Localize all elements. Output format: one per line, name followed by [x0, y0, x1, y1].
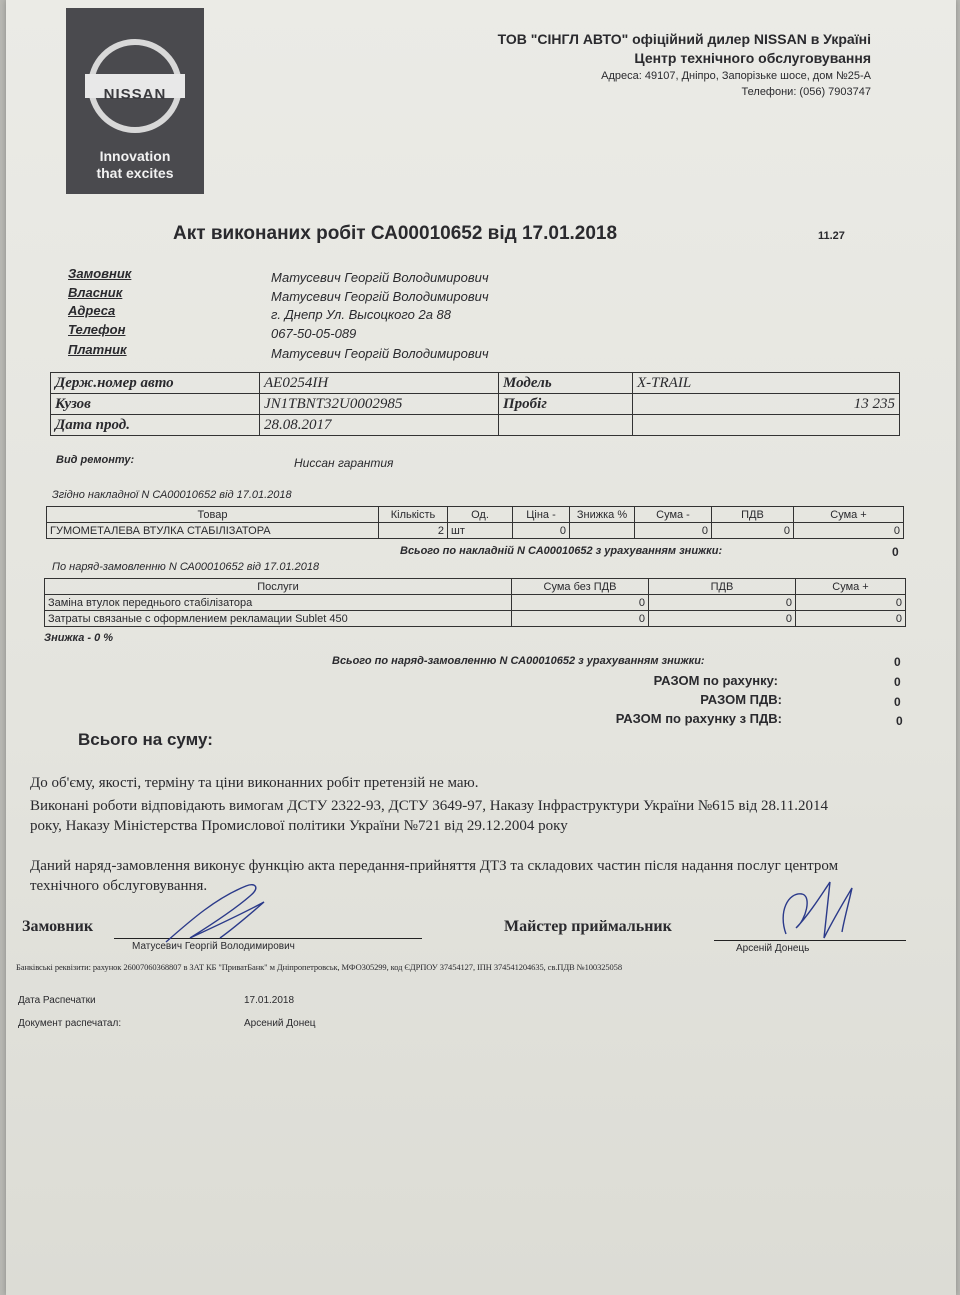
invoice-table: [46, 506, 904, 539]
cell-total: 0: [794, 523, 904, 539]
plate-value: AE0254IH: [260, 373, 499, 394]
col-header: Сума -: [635, 507, 712, 523]
col-header: Сума +: [796, 579, 906, 595]
customer-value: Матусевич Георгій Володимирович: [271, 270, 489, 285]
col-header: ПДВ: [649, 579, 796, 595]
invoice-total-label: Всього по накладній N СА00010652 з урахуванням знижки:: [400, 545, 723, 557]
cell-sum: 0: [635, 523, 712, 539]
cell-unit: шт: [448, 523, 513, 539]
cell-price: 0: [513, 523, 570, 539]
cell-service: Заміна втулок переднього стабілізатора: [45, 595, 512, 611]
statement-line-3: Даний наряд-замовлення виконує функцію акта передання-прийняття ДТЗ та складових частин після надання послуг центром технічного обслуговування.: [30, 858, 839, 894]
summary-value: 0: [894, 675, 901, 689]
sale-date-value: 28.08.2017: [260, 415, 499, 436]
customer-sign-name: Матусевич Георгій Володимирович: [132, 941, 295, 952]
statement-line-1: До об'єму, якості, терміну та ціни виконанних робіт претензій не маю.: [30, 775, 479, 791]
model-label: Модель: [499, 373, 633, 394]
address-value: г. Днепр Ул. Высоцкого 2а 88: [271, 307, 451, 322]
phone-value: 067-50-05-089: [271, 326, 357, 341]
cell-vat: 0: [649, 611, 796, 627]
table-row: [45, 611, 906, 627]
print-date-value: 17.01.2018: [244, 995, 295, 1006]
dealer-header: [498, 30, 871, 100]
cell-item: ГУМОМЕТАЛЕВА ВТУЛКА СТАБІЛІЗАТОРА: [47, 523, 379, 539]
total-sum-label: Всього на суму:: [78, 730, 213, 749]
dealer-center: Центр технічного обслуговування: [634, 50, 871, 66]
sale-date-label: Дата прод.: [51, 415, 260, 436]
vin-value: JN1TBNT32U0002985: [260, 394, 499, 415]
master-sign-name: Арсеній Донець: [736, 943, 810, 954]
document-sheet: [6, 0, 956, 1295]
col-header: Кількість: [379, 507, 448, 523]
col-header: ПДВ: [712, 507, 794, 523]
print-date-label: Дата Распечатки: [18, 995, 96, 1006]
owner-value: Матусевич Георгій Володимирович: [271, 289, 489, 304]
order-table: [44, 578, 906, 627]
col-header: Сума +: [794, 507, 904, 523]
statement-line-2: Виконані роботи відповідають вимогам ДСТУ 2322-93, ДСТУ 3649-97, Наказу Інфраструктури України №615 від 28.11.2014 року, Наказу Міністерства Промислової політики України №721 від 29.12.2004 року: [30, 798, 828, 834]
cell-vat: 0: [712, 523, 794, 539]
summary-label: РАЗОМ по рахунку:: [653, 673, 778, 688]
table-row: [45, 595, 906, 611]
repair-type-label: Вид ремонту:: [56, 454, 135, 466]
repair-type-value: Ниссан гарантия: [294, 456, 394, 470]
owner-label: Власник: [68, 285, 123, 300]
col-header: Сума без ПДВ: [512, 579, 649, 595]
invoice-caption: Згідно накладної N СА00010652 від 17.01.2018: [52, 489, 292, 501]
logo-brand: NISSAN: [103, 86, 167, 103]
mileage-value: 13 235: [633, 394, 900, 415]
customer-label: Замовник: [68, 266, 132, 281]
col-header: Послуги: [45, 579, 512, 595]
col-header: Товар: [47, 507, 379, 523]
phone-label: Телефон: [68, 322, 126, 337]
summary-value: 0: [894, 695, 901, 709]
cell-sum: 0: [512, 595, 649, 611]
payer-value: Матусевич Георгій Володимирович: [271, 346, 489, 361]
col-header: Ціна -: [513, 507, 570, 523]
order-total-value: 0: [894, 655, 901, 669]
mileage-label: Пробіг: [499, 394, 633, 415]
body-label: Кузов: [51, 394, 260, 415]
empty-cell: [499, 415, 633, 436]
dealer-name: ТОВ "СІНГЛ АВТО" офіційний дилер NISSAN в Україні: [497, 31, 871, 47]
printed-by-value: Арсений Донец: [244, 1018, 316, 1029]
table-header: [45, 579, 906, 595]
nissan-logo: [66, 8, 204, 194]
invoice-total-value: 0: [892, 545, 899, 559]
model-value: X-TRAIL: [633, 373, 900, 394]
summary-label: РАЗОМ по рахунку з ПДВ:: [615, 711, 782, 726]
summary-label: РАЗОМ ПДВ:: [700, 692, 782, 707]
customer-sign-label: Замовник: [22, 918, 94, 935]
act-code: 11.27: [818, 230, 845, 242]
col-header: Знижка %: [570, 507, 635, 523]
address-label: Адреса: [68, 303, 116, 318]
empty-cell: [633, 415, 900, 436]
cell-discount: [570, 523, 635, 539]
cell-qty: 2: [379, 523, 448, 539]
customer-signature-image: [146, 880, 296, 950]
cell-total: 0: [796, 595, 906, 611]
order-discount: Знижка - 0 %: [44, 632, 114, 644]
cell-total: 0: [796, 611, 906, 627]
table-header: [47, 507, 904, 523]
cell-sum: 0: [512, 611, 649, 627]
act-title: Акт виконаних робіт СА00010652 від 17.01.2018: [173, 223, 618, 244]
printed-by-label: Документ распечатал:: [18, 1018, 122, 1029]
dealer-address: Адреса: 49107, Дніпро, Запорізьке шосе, дом №25-А: [601, 70, 871, 82]
master-sign-label: Майстер приймальник: [504, 918, 672, 935]
col-header: Од.: [448, 507, 513, 523]
table-row: [47, 523, 904, 539]
plate-label: Держ.номер авто: [51, 373, 260, 394]
payer-label: Платник: [68, 342, 127, 357]
order-total-label: Всього по наряд-замовленню N СА00010652 з урахуванням знижки:: [332, 655, 705, 667]
dealer-phone: Телефони: (056) 7903747: [741, 86, 871, 98]
cell-vat: 0: [649, 595, 796, 611]
bank-details: Банківські реквізити: рахунок 26007060368807 в ЗАТ КБ "ПриватБанк" м Дніпропетровськ, МФО305299, код ЄДРПОУ 37454127, ІПН 374541204635, св.ПДВ №100325058: [16, 962, 622, 972]
order-caption: По наряд-замовленню N СА00010652 від 17.01.2018: [52, 561, 320, 573]
summary-value: 0: [896, 714, 903, 728]
master-signature-image: [768, 872, 868, 952]
cell-service: Затраты связаные с оформлением рекламации Sublet 450: [45, 611, 512, 627]
logo-tagline: Innovation that excites: [96, 148, 174, 181]
vehicle-table: [50, 372, 900, 436]
